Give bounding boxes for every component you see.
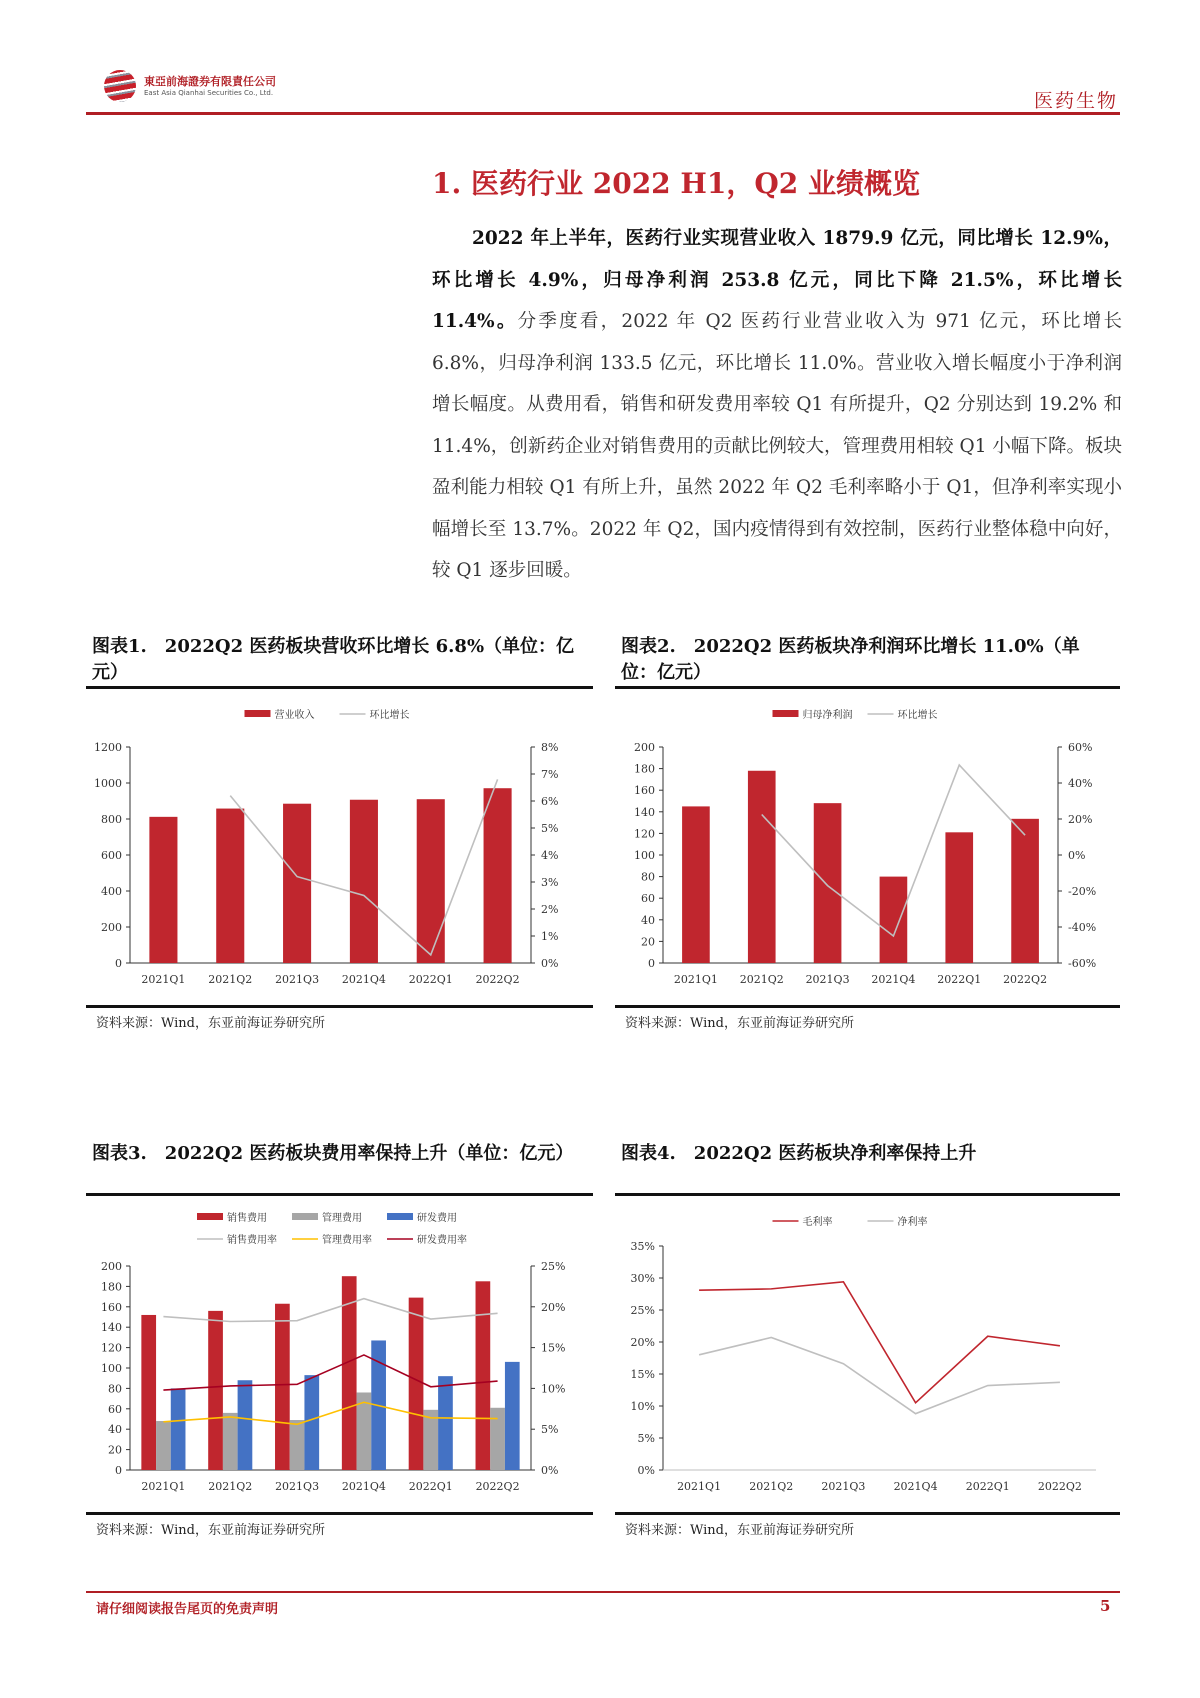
right-tick-label: 10% [541,1382,566,1396]
right-tick-label: 15% [541,1341,566,1355]
left-tick-label: 60 [108,1402,122,1416]
right-tick-label: 2% [541,903,559,916]
x-tick-label: 2022Q1 [408,1480,453,1493]
x-tick-label: 2022Q2 [1003,973,1048,986]
legend-label: 研发费用 [417,1213,457,1224]
chart-title: 图表3. 2022Q2 医药板块费用率保持上升（单位：亿元） [92,1143,574,1164]
left-tick-label: 40 [641,913,655,927]
sector-label: 医药生物 [1033,90,1118,112]
footer-divider [86,1591,1120,1593]
left-tick-label: 140 [634,805,655,819]
bar-管理费用 [156,1421,171,1470]
bar-营业收入 [283,804,311,963]
bar-研发费用 [438,1376,453,1470]
legend-item [292,1211,362,1224]
right-tick-label: 0% [541,957,559,970]
legend-item [387,1233,467,1246]
section-title: 1. 医药行业 2022 H1，Q2 业绩概览 [432,167,920,200]
x-tick-label: 2021Q3 [821,1480,866,1493]
bar-管理费用 [290,1420,305,1470]
legend-item [773,1215,833,1228]
right-tick-label: 20% [1068,813,1093,826]
right-tick-label: 1% [541,930,559,943]
bar-营业收入 [417,799,445,963]
chart-svg [86,1196,593,1508]
left-tick-label: 0% [637,1464,655,1477]
legend-item [245,708,315,721]
x-tick-label: 2022Q2 [475,973,520,986]
legend-item [773,708,853,721]
left-tick-label: 0 [648,957,655,970]
bar-研发费用 [238,1380,253,1470]
body-paragraph [432,218,1122,592]
company-logo-icon [104,70,136,102]
chart-title: 图表1. 2022Q2 医药板块营收环比增长 6.8%（单位：亿元） [92,636,575,683]
bar-营业收入 [216,809,244,963]
right-tick-label: 0% [541,1464,559,1477]
legend-label: 环比增长 [369,710,410,721]
right-tick-label: 60% [1068,741,1093,754]
bar-销售费用 [141,1315,156,1470]
right-tick-label: 20% [541,1300,566,1314]
left-tick-label: 100 [634,849,655,862]
left-tick-label: 30% [630,1272,655,1285]
bar-管理费用 [223,1413,238,1470]
x-tick-label: 2021Q4 [893,1480,938,1493]
bar-归母净利润 [814,803,842,963]
right-tick-label: 3% [541,876,559,889]
x-tick-label: 2021Q1 [141,1480,186,1493]
bar-营业收入 [484,788,512,963]
left-tick-label: 400 [101,885,122,898]
bar-归母净利润 [880,877,908,963]
x-tick-label: 2021Q2 [739,973,784,986]
bar-归母净利润 [682,806,710,963]
left-tick-label: 120 [634,827,655,841]
x-tick-label: 2022Q2 [475,1480,520,1493]
chart-svg [615,689,1120,1001]
right-tick-label: 5% [541,1423,559,1437]
paragraph-bold: 2022 年上半年，医药行业实现营业收入 1879.9 亿元，同比增长 12.9%，环比增长 4.9%，归母净利润 253.8 亿元，同比下降 21.5%，环比增长 11.4%。 [432,228,1122,332]
legend-label: 归母净利润 [802,710,853,721]
left-tick-label: 20 [108,1443,122,1457]
legend-item [197,1233,277,1246]
left-tick-label: 60 [641,892,655,906]
disclaimer-link[interactable]: 请仔细阅读报告尾页的免责声明 [96,1602,279,1617]
left-tick-label: 20% [630,1336,655,1349]
x-tick-label: 2021Q2 [208,1480,253,1493]
left-tick-label: 1200 [94,741,122,754]
left-tick-label: 10% [630,1400,655,1413]
bar-销售费用 [476,1281,491,1470]
bar-归母净利润 [945,832,973,963]
x-tick-label: 2021Q4 [871,973,916,986]
legend-item [197,1211,267,1224]
bar-研发费用 [171,1388,186,1470]
x-tick-label: 2021Q1 [141,973,186,986]
bar-销售费用 [409,1298,424,1470]
right-tick-label: 4% [541,849,559,862]
chart-source: 资料来源：Wind，东亚前海证券研究所 [96,1523,325,1538]
x-tick-label: 2021Q4 [341,1480,386,1493]
left-tick-label: 160 [634,784,655,798]
left-tick-label: 200 [101,1260,122,1273]
left-tick-label: 40 [108,1423,122,1437]
x-tick-label: 2021Q2 [208,973,253,986]
legend-swatch [773,710,799,717]
right-tick-label: 25% [541,1260,566,1273]
x-tick-label: 2021Q3 [275,973,320,986]
page-number: 5 [1100,1597,1111,1615]
right-tick-label: 8% [541,741,559,754]
legend-label: 研发费用率 [417,1235,467,1246]
x-tick-label: 2021Q3 [805,973,850,986]
chart-2 [615,634,1120,1035]
left-tick-label: 5% [637,1432,655,1445]
legend-label: 管理费用 [322,1213,362,1224]
x-tick-label: 2022Q2 [1037,1480,1082,1493]
right-tick-label: -20% [1068,885,1097,898]
legend-label: 销售费用 [227,1213,267,1224]
legend-label: 管理费用率 [322,1235,372,1246]
left-tick-label: 140 [101,1321,122,1335]
left-tick-label: 25% [630,1304,655,1317]
left-tick-label: 120 [101,1341,122,1355]
right-tick-label: 5% [541,822,559,835]
legend-item [868,1215,928,1228]
legend-swatch [197,1213,223,1220]
legend-item [340,708,410,721]
right-tick-label: -60% [1068,957,1097,970]
right-tick-label: 0% [1068,849,1086,862]
bar-销售费用 [208,1311,223,1470]
company-name-en: East Asia Qianhai Securities Co., Ltd. [144,89,274,97]
legend-item [292,1233,372,1246]
legend-label: 净利率 [897,1217,928,1228]
left-tick-label: 180 [634,762,655,776]
bar-营业收入 [149,817,177,963]
x-tick-label: 2021Q1 [677,1480,722,1493]
line-净利率 [699,1338,1060,1414]
right-tick-label: 7% [541,768,559,781]
left-tick-label: 0 [115,1464,122,1477]
x-tick-label: 2021Q4 [341,973,386,986]
legend-label: 营业收入 [274,710,315,721]
bar-销售费用 [275,1304,290,1470]
chart-1 [86,634,593,1035]
left-tick-label: 100 [101,1362,122,1375]
bar-管理费用 [490,1408,505,1470]
left-tick-label: 20 [641,935,655,949]
left-tick-label: 0 [115,957,122,970]
bar-营业收入 [350,800,378,963]
legend-label: 环比增长 [897,710,938,721]
right-tick-label: 40% [1068,777,1093,790]
chart-4 [615,1141,1120,1542]
x-tick-label: 2021Q3 [275,1480,320,1493]
bar-归母净利润 [748,771,776,963]
x-tick-label: 2021Q2 [749,1480,794,1493]
header-divider [86,112,1120,115]
chart-source: 资料来源：Wind，东亚前海证券研究所 [96,1016,325,1031]
bar-研发费用 [304,1375,319,1470]
chart-svg [86,689,593,1001]
left-tick-label: 1000 [94,777,122,790]
legend-swatch [387,1213,413,1220]
right-tick-label: 6% [541,795,559,808]
left-tick-label: 80 [108,1382,122,1396]
x-tick-label: 2022Q1 [965,1480,1010,1493]
left-tick-label: 200 [634,741,655,754]
chart-title: 图表2. 2022Q2 医药板块净利润环比增长 11.0%（单位：亿元） [621,636,1080,683]
chart-svg [615,1196,1120,1508]
legend-item [387,1211,457,1224]
left-tick-label: 800 [101,813,122,826]
chart-source: 资料来源：Wind，东亚前海证券研究所 [625,1523,854,1538]
legend-swatch [245,710,271,717]
x-tick-label: 2022Q1 [937,973,982,986]
x-tick-label: 2022Q1 [408,973,453,986]
legend-label: 销售费用率 [227,1235,277,1246]
left-tick-label: 80 [641,870,655,884]
left-tick-label: 180 [101,1280,122,1294]
right-tick-label: -40% [1068,921,1097,934]
left-tick-label: 600 [101,849,122,862]
legend-item [868,708,938,721]
chart-source: 资料来源：Wind，东亚前海证券研究所 [625,1016,854,1031]
bar-研发费用 [505,1362,520,1470]
left-tick-label: 160 [101,1300,122,1314]
paragraph-text: 分季度看，2022 年 Q2 医药行业营业收入为 971 亿元，环比增长 6.8%，归母净利润 133.5 亿元，环比增长 11.0%。营业收入增长幅度小于净利润增长幅度。从费用看，销售和研发费用率较 Q1 有所提升，Q2 分别达到 19.2% 和 11.4%，创新药企业对销售费用的贡献比例较大，管理费用相较 Q1 小幅下降。板块盈利能力相较 Q1 有所上升，虽然 2022 年 Q2 毛利率略小于 Q1，但净利率实现小幅增长至 13.7%。2022 年 Q2，国内疫情得到有效控制，医药行业整体稳中向好，较 Q1 逐步回暖。 [432,311,1123,581]
left-tick-label: 200 [101,921,122,934]
legend-swatch [292,1213,318,1220]
legend-label: 毛利率 [802,1217,833,1228]
left-tick-label: 35% [630,1240,655,1253]
bar-管理费用 [423,1410,438,1470]
chart-3 [86,1141,593,1542]
bar-归母净利润 [1011,819,1039,963]
x-tick-label: 2021Q1 [673,973,718,986]
chart-title: 图表4. 2022Q2 医药板块净利率保持上升 [621,1143,977,1164]
company-name-cn: 東亞前海證券有限責任公司 [144,75,276,88]
left-tick-label: 15% [630,1368,655,1381]
